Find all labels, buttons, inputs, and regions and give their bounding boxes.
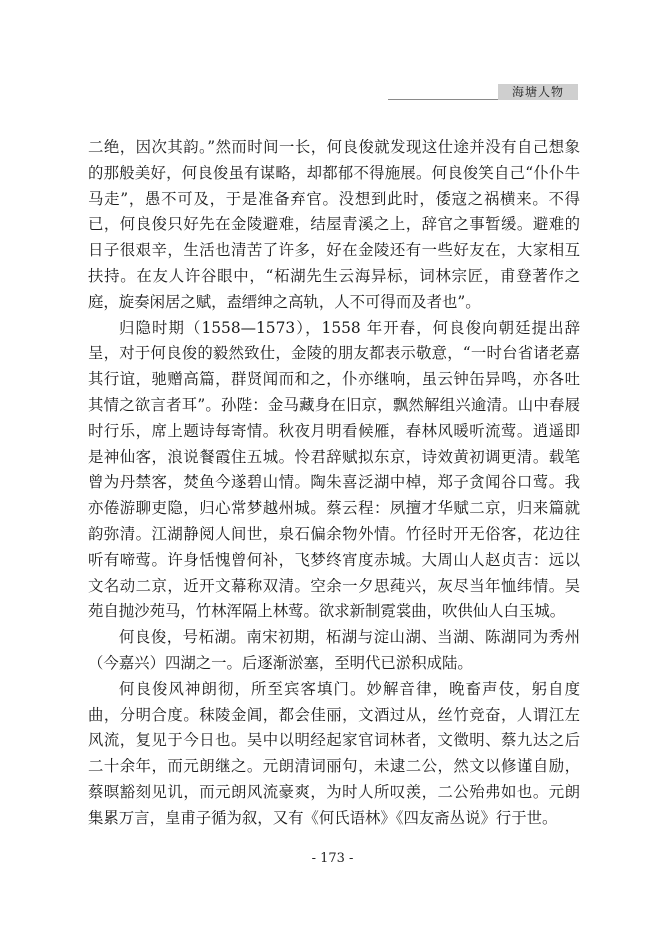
paragraph-4: 何良俊风神朗彻，所至宾客填门。妙解音律，晚畜声伎，躬自度曲，分明合度。秣陵金阊，都会佳丽，文酒过从，丝竹竞奋，人谓江左风流，复见于今日也。吴中以明经起家官词林者，文徵明、蔡九达之后二十余年，而元朗继之。元朗清词丽句，未逮二公，然文以修谨自励，蔡暝豁刻见讥，而元朗风流豪爽，为时人所叹羡，二公殆弗如也。元朗集累万言，皇甫子循为叙，又有《何氏语林》《四友斋丛说》行于世。 (88, 679, 580, 827)
paragraph-1: 二绝，因次其韵。”然而时间一长，何良俊就发现这仕途并没有自己想象的那般美好，何良俊虽有谋略，却都郁不得施展。何良俊笑自己“仆仆牛马走”，愚不可及，于是准备弃官。没想到此时，倭寇之祸横来。不得已，何良俊只好先在金陵避难，结屋青溪之上，辞官之事暂缓。避难的日子很艰辛，生活也清苦了许多，好在金陵还有一些好友在，大家相互扶持。在友人许谷眼中，“柘湖先生云海异标，词林宗匠，甫登著作之庭，旋奏闲居之赋，盍缙绅之高轨，人不可得而及者也”。 (88, 138, 580, 311)
paragraph-3: 何良俊，号柘湖。南宋初期，柘湖与淀山湖、当湖、陈湖同为秀州（今嘉兴）四湖之一。后逐渐淤塞，至明代已淤积成陆。 (88, 628, 580, 672)
paragraph-2: 归隐时期（1558—1573），1558 年开春，何良俊向朝廷提出辞呈，对于何良俊的毅然致仕，金陵的朋友都表示敬意，“一时台省诸老嘉其行谊，驰赠高篇，群贤闻而和之，仆亦继响，虽云钟缶异鸣，亦各吐其情之欲言者耳”。孙陛：金马藏身在旧京，飘然解组兴逾清。山中春屐时行乐，席上题诗每寄情。秋夜月明看候雁，春林风暖听流莺。逍遥即是神仙客，浪说餐霞住五城。怜君辞赋拟东京，诗效黄初调更清。载笔曾为丹禁客，焚鱼今遂碧山情。陶朱喜泛湖中棹，郑子贪闻谷口莺。我亦倦游聊吏隐，归心常梦越州城。蔡云程：夙擅才华赋二京，归来篇就韵弥清。江湖静阅人间世，泉石偏余物外情。竹径时开无俗客，花边往听有啼莺。许身恬愧曾何补，飞梦终宵度赤城。大周山人赵贞吉：远以文名动二京，近开文幕称双清。空余一夕思莼兴，灰尽当年恤纬情。吴苑自抛沙苑马，竹林浑隔上林莺。欲求新制霓裳曲，吹供仙人白玉城。 (88, 318, 580, 621)
body-text (88, 135, 580, 832)
running-header-section-title: 海塘人物 (498, 84, 578, 100)
page-number: - 173 - (311, 851, 354, 866)
